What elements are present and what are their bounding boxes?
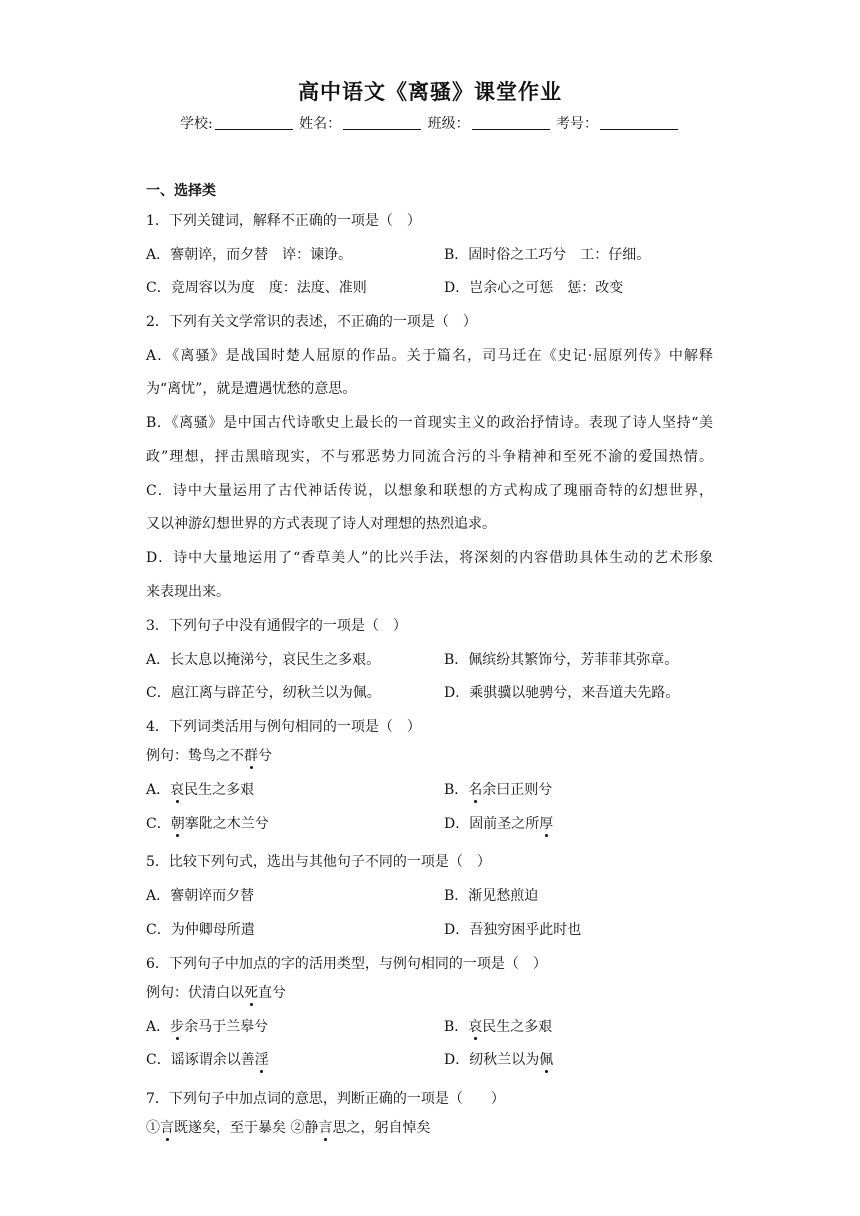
- q3-option-b[interactable]: B．佩缤纷其繁饰兮，芳菲菲其弥章。: [444, 652, 679, 668]
- name-blank[interactable]: [343, 115, 421, 130]
- q3-option-a[interactable]: A．长太息以掩涕兮，哀民生之多艰。: [146, 652, 381, 668]
- student-info-line: [0, 113, 860, 133]
- q2-option-b-line2[interactable]: 政”理想，抨击黑暗现实，不与邪恶势力同流合污的斗争精神和至死不渝的爱国热情。: [146, 449, 713, 465]
- section-heading: 一、选择类: [146, 183, 216, 199]
- dotted-char: 佩: [539, 1052, 554, 1068]
- q7-stem: 7．下列句子中加点词的意思，判断正确的一项是（ ）: [146, 1091, 505, 1107]
- dotted-char: 步: [170, 1019, 185, 1035]
- q4-example: 例句：鸷鸟之不群兮: [146, 748, 272, 764]
- q6-option-b[interactable]: B．哀民生之多艰: [444, 1019, 553, 1035]
- q7-sentences: ①言既遂矣，至于暴矣 ②静言思之，躬自悼矣: [146, 1120, 431, 1136]
- q1-option-d[interactable]: D．岂余心之可惩 惩：改变: [444, 280, 624, 296]
- q2-option-d-line1[interactable]: D．诗中大量地运用了“香草美人”的比兴手法，将深刻的内容借助具体生动的艺术形象: [146, 550, 713, 566]
- q3-stem: 3．下列句子中没有通假字的一项是（ ）: [146, 618, 407, 634]
- dotted-char: 淫: [254, 1052, 269, 1068]
- dotted-char: 名: [468, 782, 483, 798]
- q5-stem: 5．比较下列句式，选出与其他句子不同的一项是（ ）: [146, 854, 491, 870]
- page-title: 高中语文《离骚》课堂作业: [298, 79, 562, 104]
- q1-option-b[interactable]: B．固时俗之工巧兮 工：仔细。: [444, 247, 651, 263]
- q6-option-c[interactable]: C．谣诼谓余以善淫: [146, 1052, 269, 1068]
- q1-option-c[interactable]: C．竞周容以为度 度：法度、准则: [146, 280, 367, 296]
- dotted-char: 群: [244, 748, 258, 764]
- q2-option-d-line2[interactable]: 来表现出来。: [146, 584, 230, 600]
- q4-option-c[interactable]: C．朝搴阰之木兰兮: [146, 816, 269, 832]
- q2-option-a-line2[interactable]: 为“离忧”，就是遭遇忧愁的意思。: [146, 381, 357, 397]
- q6-option-d[interactable]: D．纫秋兰以为佩: [444, 1052, 554, 1068]
- q2-option-a-line1[interactable]: A．《离骚》是战国时楚人屈原的作品。关于篇名，司马迁在《史记·屈原列传》中解释: [146, 348, 713, 364]
- q5-option-a[interactable]: A．謇朝谇而夕替: [146, 888, 255, 904]
- q5-option-c[interactable]: C．为仲卿母所遣: [146, 922, 255, 938]
- q2-option-c-line1[interactable]: C．诗中大量运用了古代神话传说，以想象和联想的方式构成了瑰丽奇特的幻想世界，: [146, 483, 713, 499]
- q4-stem: 4．下列词类活用与例句相同的一项是（ ）: [146, 719, 421, 735]
- q1-stem: 1．下列关键词，解释不正确的一项是（ ）: [146, 213, 421, 229]
- dotted-char: 言: [160, 1120, 174, 1136]
- dotted-char: 言: [318, 1120, 333, 1136]
- q3-option-d[interactable]: D．乘骐骥以驰骋兮，来吾道夫先路。: [444, 685, 680, 701]
- dotted-char: 死: [244, 985, 258, 1001]
- q6-example: 例句：伏清白以死直兮: [146, 985, 286, 1001]
- q1-option-a[interactable]: A．謇朝谇，而夕替 谇：谏诤。: [146, 247, 353, 263]
- class-blank[interactable]: [472, 115, 550, 130]
- school-label: 学校:: [179, 116, 213, 132]
- q6-option-a[interactable]: A．步余马于兰皋兮: [146, 1019, 269, 1035]
- q4-option-a[interactable]: A．哀民生之多艰: [146, 782, 255, 798]
- q4-option-d[interactable]: D．固前圣之所厚: [444, 816, 554, 832]
- q2-option-b-line1[interactable]: B．《离骚》是中国古代诗歌史上最长的一首现实主义的政治抒情诗。表现了诗人坚持“美: [146, 415, 713, 431]
- dotted-char: 厚: [539, 816, 554, 832]
- q5-option-b[interactable]: B．渐见愁煎迫: [444, 888, 539, 904]
- q2-option-c-line2[interactable]: 又以神游幻想世界的方式表现了诗人对理想的热烈追求。: [146, 516, 496, 532]
- school-blank[interactable]: [215, 115, 293, 130]
- dotted-char: 哀: [170, 782, 185, 798]
- dotted-char: 哀: [468, 1019, 483, 1035]
- q2-stem: 2．下列有关文学常识的表述，不正确的一项是（ ）: [146, 314, 477, 330]
- exam-number-label: 考号：: [556, 116, 599, 132]
- q3-option-c[interactable]: C．扈江离与辟芷兮，纫秋兰以为佩。: [146, 685, 381, 701]
- q4-option-b[interactable]: B．名余曰正则兮: [444, 782, 553, 798]
- dotted-char: 朝: [170, 816, 185, 832]
- name-label: 姓名：: [299, 116, 342, 132]
- exam-number-blank[interactable]: [600, 115, 678, 130]
- q6-stem: 6．下列句子中加点的字的活用类型，与例句相同的一项是（ ）: [146, 956, 547, 972]
- class-label: 班级：: [427, 116, 470, 132]
- q5-option-d[interactable]: D．吾独穷困乎此时也: [444, 922, 582, 938]
